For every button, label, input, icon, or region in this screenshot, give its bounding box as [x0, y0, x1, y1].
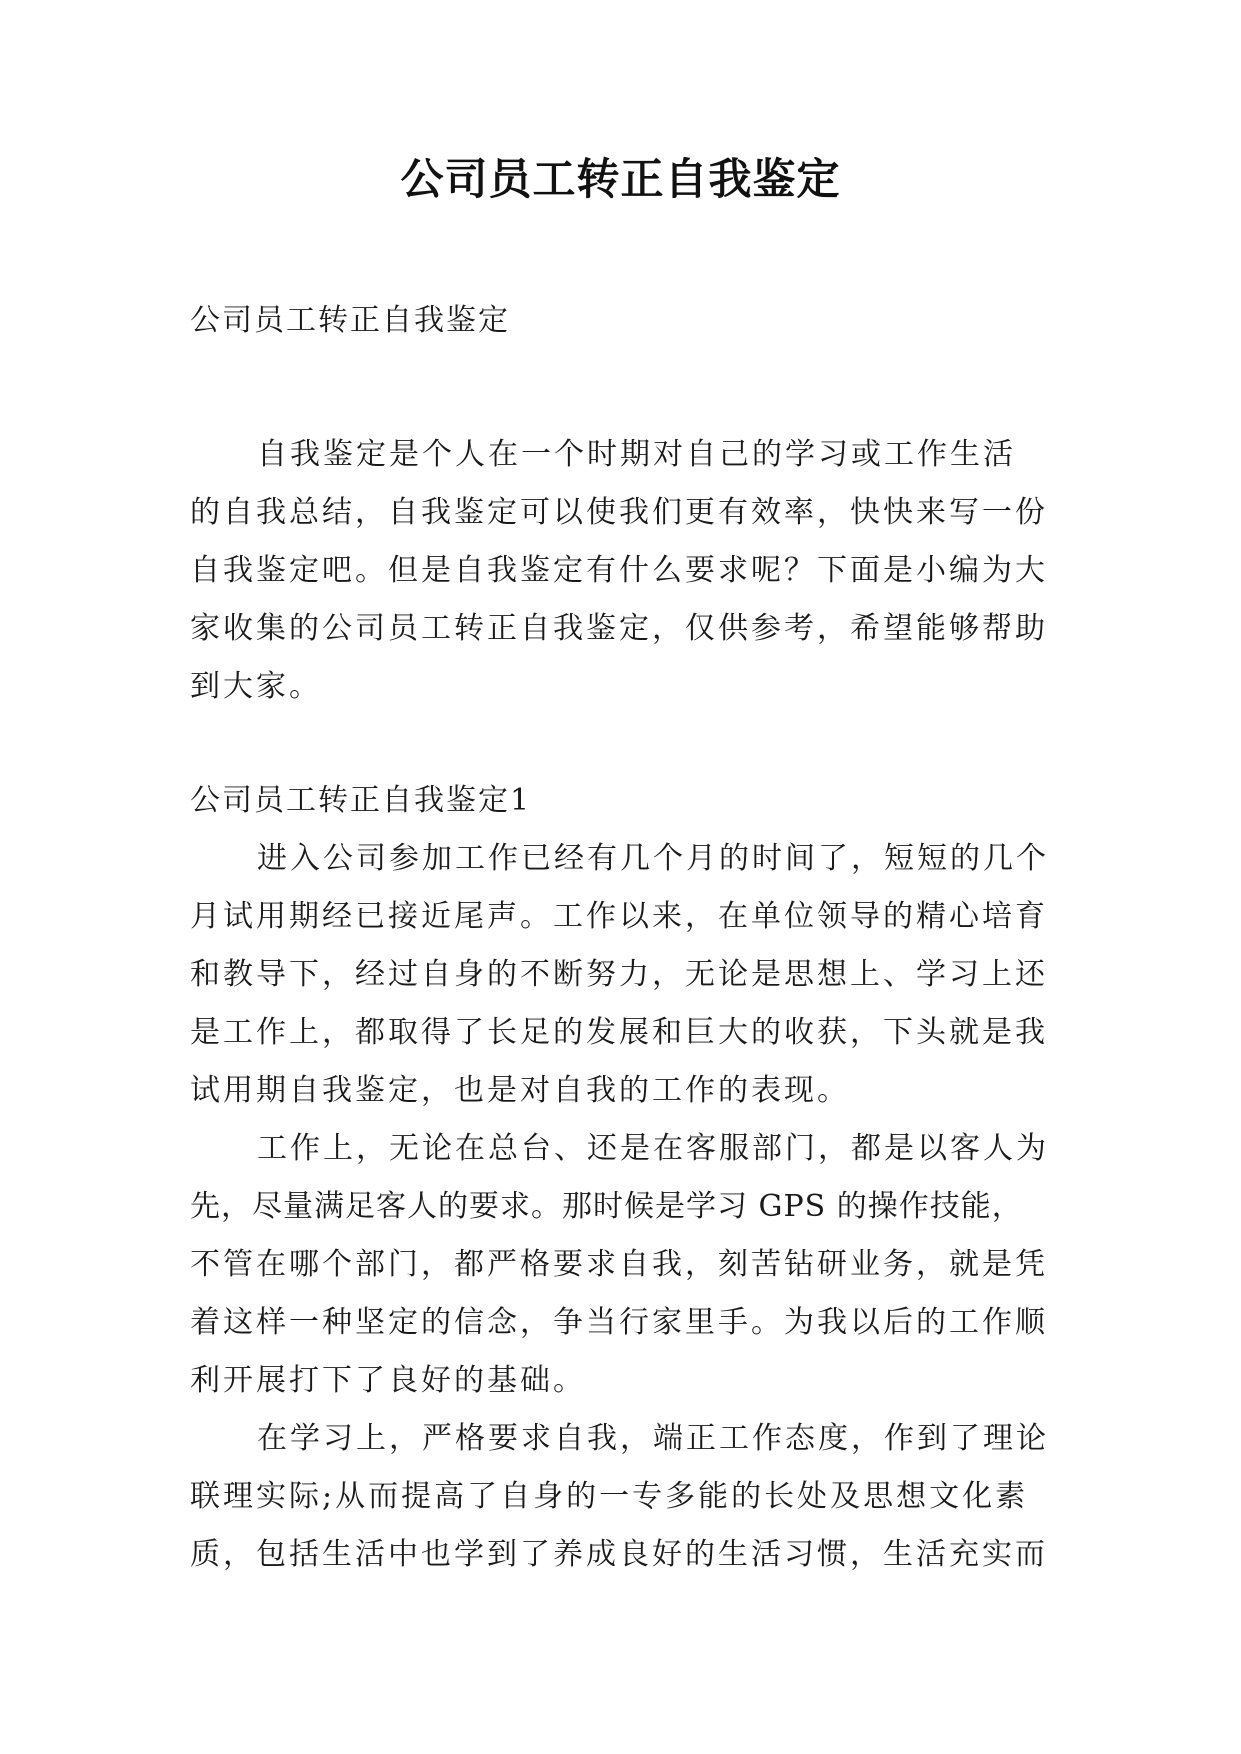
paragraph-line: 月试用期经已接近尾声。工作以来，在单位领导的精心培育 [190, 899, 1048, 934]
intro-line: 到大家。 [190, 669, 322, 704]
intro-line: 的自我总结，自我鉴定可以使我们更有效率，快快来写一份 [190, 495, 1048, 530]
paragraph-line: 质，包括生活中也学到了养成良好的生活习惯，生活充实而 [190, 1537, 1048, 1572]
intro-line: 家收集的公司员工转正自我鉴定，仅供参考，希望能够帮助 [190, 611, 1048, 646]
intro-paragraph [190, 426, 1052, 716]
paragraph-line: 工作上，无论在总台、还是在客服部门，都是以客人为 [257, 1131, 1049, 1166]
spacer [190, 716, 1052, 772]
intro-line: 自我鉴定是个人在一个时期对自己的学习或工作生活 [257, 437, 1016, 472]
paragraph-3 [190, 1410, 1052, 1584]
paragraph-line: 先，尽量满足客人的要求。那时候是学习 GPS 的操作技能， [190, 1189, 1023, 1224]
paragraph-line: 和教导下，经过自身的不断努力，无论是思想上、学习上还 [190, 957, 1048, 992]
paragraph-1 [190, 830, 1052, 1120]
paragraph-2 [190, 1120, 1052, 1410]
document-subtitle: 公司员工转正自我鉴定 [190, 303, 510, 338]
paragraph-line: 在学习上，严格要求自我，端正工作态度，作到了理论 [257, 1421, 1049, 1456]
intro-line: 自我鉴定吧。但是自我鉴定有什么要求呢？下面是小编为大 [190, 553, 1048, 588]
paragraph-line: 进入公司参加工作已经有几个月的时间了，短短的几个 [257, 841, 1049, 876]
paragraph-line: 试用期自我鉴定，也是对自我的工作的表现。 [190, 1073, 850, 1108]
paragraph-line: 着这样一种坚定的信念，争当行家里手。为我以后的工作顺 [190, 1305, 1048, 1340]
paragraph-line: 是工作上，都取得了长足的发展和巨大的收获，下头就是我 [190, 1015, 1048, 1050]
paragraph-line: 不管在哪个部门，都严格要求自我，刻苦钻研业务，就是凭 [190, 1247, 1048, 1282]
paragraph-line: 利开展打下了良好的基础。 [190, 1363, 586, 1398]
document-body [190, 292, 1052, 1584]
section-heading: 公司员工转正自我鉴定1 [190, 783, 532, 818]
document-title: 公司员工转正自我鉴定 [400, 155, 841, 205]
paragraph-line: 联理实际;从而提高了自身的一专多能的长处及思想文化素 [190, 1479, 1029, 1514]
spacer [190, 350, 1052, 426]
